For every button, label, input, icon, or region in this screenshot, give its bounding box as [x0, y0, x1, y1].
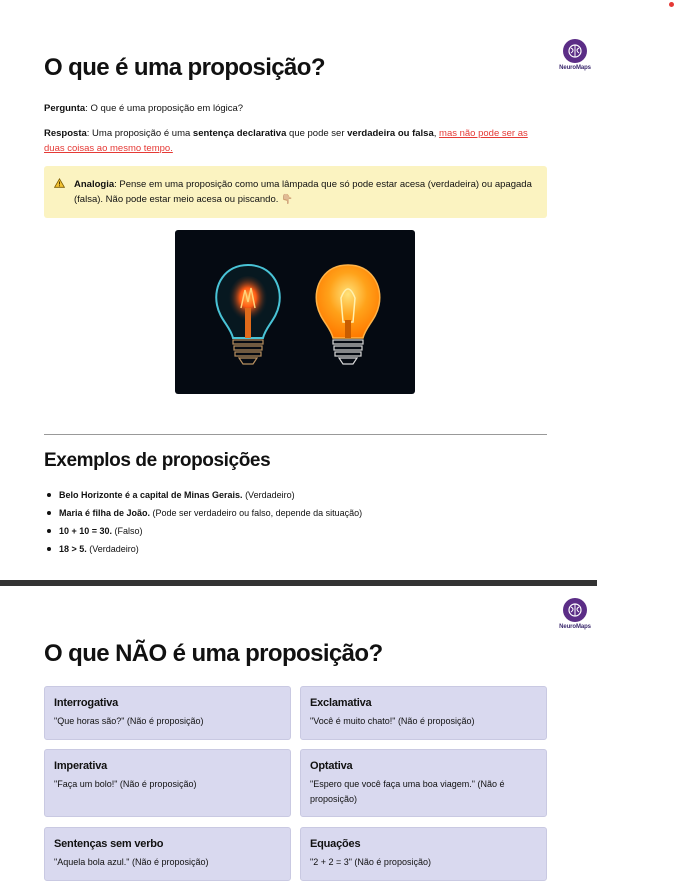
card-title: Optativa	[310, 760, 353, 772]
card-title: Interrogativa	[54, 697, 119, 709]
page-break	[0, 580, 597, 586]
example-note: (Verdadeiro)	[242, 490, 295, 500]
card-equacoes	[300, 827, 547, 881]
list-item	[44, 486, 547, 504]
card-title: Imperativa	[54, 760, 108, 772]
example-statement: 10 + 10 = 30.	[59, 526, 113, 536]
examples-list	[44, 486, 547, 558]
section-title: Exemplos de proposições	[44, 450, 271, 471]
page-title: O que é uma proposição?	[44, 54, 325, 81]
answer-highlight: mas não pode ser as duas coisas ao mesmo tempo.	[44, 128, 528, 154]
light-bulbs-image	[175, 230, 415, 394]
card-text: "Você é muito chato!" (Não é proposição)	[310, 716, 475, 726]
question-text: O que é uma proposição em lógica?	[90, 103, 244, 114]
card-title: Equações	[310, 838, 361, 850]
card-exclamativa	[300, 686, 547, 740]
card-title: Sentenças sem verbo	[54, 838, 164, 850]
card-title: Exclamativa	[310, 697, 372, 709]
list-item	[44, 504, 547, 522]
example-note: (Falso)	[112, 526, 143, 536]
analogy-callout: Analogia: Pense em uma proposição como uma lâmpada que só pode estar acesa (verdadeira) ou apagada (falsa). Não pode estar meio acesa ou piscando. 👇🏼	[44, 166, 547, 218]
example-note: (Verdadeiro)	[86, 544, 139, 554]
example-note: (Pode ser verdadeiro ou falso, depende da situação)	[150, 508, 363, 518]
brain-icon	[563, 598, 587, 622]
answer-text: ,	[433, 128, 440, 139]
card-sentencas-sem-verbo	[44, 827, 291, 881]
list-item	[44, 540, 547, 558]
answer-text: Uma proposição é uma	[92, 128, 193, 139]
recording-dot	[669, 2, 674, 7]
list-item	[44, 522, 547, 540]
example-statement: Maria é filha de João.	[59, 508, 151, 518]
card-interrogativa	[44, 686, 291, 740]
answer-bold-term: verdadeira ou falsa	[347, 128, 434, 139]
answer-label: Resposta	[44, 128, 87, 139]
card-text: "Faça um bolo!" (Não é proposição)	[54, 779, 197, 789]
example-statement: 18 > 5.	[59, 544, 87, 554]
card-text: "Aquela bola azul." (Não é proposição)	[54, 857, 209, 867]
question-paragraph: Pergunta: O que é uma proposição em lógica?	[44, 103, 244, 114]
example-statement: Belo Horizonte é a capital de Minas Gerais.	[59, 490, 243, 500]
neuromaps-logo	[555, 39, 595, 71]
page-title: O que NÃO é uma proposição?	[44, 640, 383, 667]
neuromaps-logo	[555, 598, 595, 630]
card-optativa	[300, 749, 547, 817]
callout-label: Analogia	[74, 179, 115, 190]
answer-paragraph: Resposta: Uma proposição é uma sentença declarativa que pode ser verdadeira ou falsa, mas não pode ser as duas coisas ao mesmo tempo.	[44, 128, 528, 154]
logo-brand: NeuroMaps	[559, 624, 591, 630]
callout-text: Pense em uma proposição como uma lâmpada que só pode estar acesa (verdadeira) ou apagada (falsa). Não pode estar meio acesa ou piscando. 👇🏼	[74, 179, 532, 205]
brain-icon	[563, 39, 587, 63]
card-text: "Que horas são?" (Não é proposição)	[54, 716, 204, 726]
card-text: "Espero que você faça uma boa viagem." (Não é proposição)	[310, 779, 505, 804]
section-divider	[44, 434, 547, 435]
answer-bold-term: sentença declarativa	[192, 128, 287, 139]
logo-brand: NeuroMaps	[559, 65, 591, 71]
card-imperativa	[44, 749, 291, 817]
question-label: Pergunta	[44, 103, 86, 114]
answer-text: que pode ser	[286, 128, 348, 139]
warning-icon	[54, 178, 65, 193]
card-text: "2 + 2 = 3" (Não é proposição)	[310, 857, 431, 867]
